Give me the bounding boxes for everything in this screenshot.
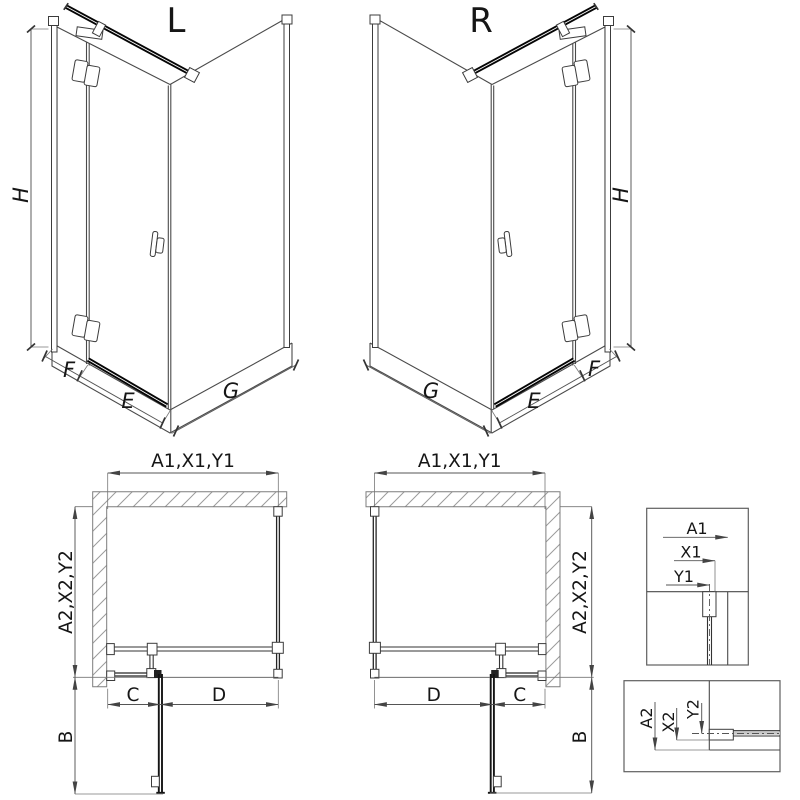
dim-label-fixed-left: F [62, 358, 76, 382]
plan-geometry-left [107, 473, 284, 793]
dim-label-door-swing-right: B [570, 730, 591, 744]
wall-profile-section [709, 729, 733, 740]
dim-label-fixed-segment-right: C [513, 685, 527, 706]
dim-label-door-left: E [121, 389, 135, 413]
dim-label-y1: Y1 [674, 567, 694, 586]
dim-label-y2: Y2 [683, 699, 703, 719]
dim-label-door-swing-left: B [56, 730, 77, 744]
dim-label-a1: A1 [686, 519, 708, 538]
dim-label-fixed-segment-left: C [126, 685, 140, 706]
wall-section-left-plan [93, 492, 287, 687]
dim-label-x2: X2 [659, 711, 678, 733]
dim-label-height-left: H [9, 187, 33, 203]
dim-label-plan-depth-left: A2,X2,Y2 [56, 550, 77, 634]
plan-geometry-right [369, 473, 546, 793]
plan-view-left [56, 451, 287, 794]
dim-label-plan-width-left: A1,X1,Y1 [151, 451, 235, 472]
dim-label-plan-depth-right: A2,X2,Y2 [570, 550, 591, 634]
dim-label-a2: A2 [637, 707, 656, 729]
variant-label-left: L [166, 1, 186, 41]
iso-view-left [9, 1, 299, 437]
detail-box-vertical-section [624, 681, 780, 772]
dim-label-door-segment-right: D [426, 685, 441, 706]
dim-label-height-right: H [609, 187, 633, 203]
plan-view-right [366, 451, 594, 793]
iso-view-right [364, 1, 636, 437]
dim-label-door-segment-left: D [211, 685, 227, 706]
wall-section-right-plan [366, 492, 560, 687]
variant-label-right: R [469, 1, 493, 41]
dim-label-fixed-right: F [587, 357, 601, 381]
dim-label-door-right: E [527, 389, 541, 413]
dim-label-side-right: G [422, 379, 440, 403]
dim-label-side-left: G [222, 379, 240, 403]
detail-box-horizontal-section [647, 508, 749, 665]
dim-label-x1: X1 [680, 542, 702, 562]
dim-label-plan-width-right: A1,X1,Y1 [417, 451, 502, 472]
